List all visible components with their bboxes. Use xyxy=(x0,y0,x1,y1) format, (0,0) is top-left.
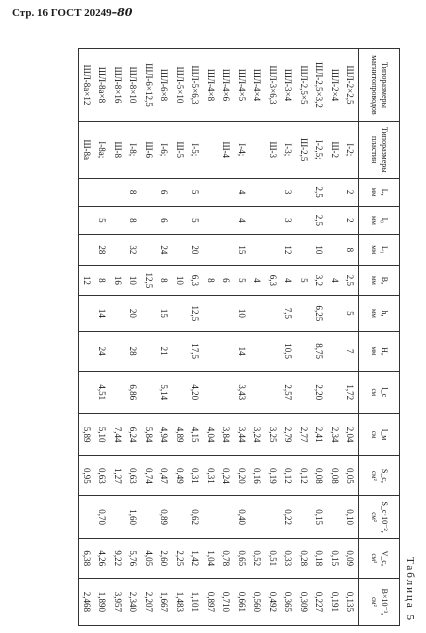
table-cell-l0: 5 xyxy=(188,206,204,234)
table-row xyxy=(79,49,95,626)
table-cell-B: 5 xyxy=(234,265,250,296)
table-cell-L xyxy=(296,178,312,206)
table-row xyxy=(110,49,126,626)
table-cell-Bx: 0,191 xyxy=(327,578,343,625)
table-cell-Vc: 0,33 xyxy=(281,538,297,578)
column-header: l_c см xyxy=(359,371,400,413)
table-cell-S2 xyxy=(265,496,281,538)
table-cell-l0: 2 xyxy=(343,206,359,234)
table-cell-B: 12 xyxy=(79,265,95,296)
table-cell-L xyxy=(250,178,266,206)
table-cell-S2 xyxy=(141,496,157,538)
table-cell-L1: 20 xyxy=(188,235,204,266)
table-cell-Vc: 0,65 xyxy=(234,538,250,578)
table-cell-h xyxy=(110,296,126,331)
table-row xyxy=(188,49,204,626)
table-row xyxy=(203,49,219,626)
table-cell-l0 xyxy=(219,206,235,234)
table-cell-S2: 0,10 xyxy=(343,496,359,538)
table-cell-L1: 15 xyxy=(234,235,250,266)
table-cell-L1: 24 xyxy=(157,235,173,266)
table-cell-S2: 0,22 xyxy=(281,496,297,538)
table-cell-B: 12,5 xyxy=(141,265,157,296)
table-cell-lc xyxy=(327,371,343,413)
table-cell-L xyxy=(79,178,95,206)
table-cell-h xyxy=(219,296,235,331)
table-cell-core: ШЛ-8×10 xyxy=(126,49,142,122)
table-cell-H xyxy=(327,331,343,371)
table-cell-core: ШЛ-2,5×3,2 xyxy=(312,49,328,122)
table-cell-L xyxy=(110,178,126,206)
table-cell-lc: 1,72 xyxy=(343,371,359,413)
table-cell-L1 xyxy=(327,235,343,266)
table-cell-l0: 6 xyxy=(157,206,173,234)
table-cell-S2 xyxy=(172,496,188,538)
table-cell-lc: 5,14 xyxy=(157,371,173,413)
table-cell-lc xyxy=(219,371,235,413)
table-cell-lm: 2,41 xyxy=(312,413,328,455)
page-header-text: Стр. 16 ГОСТ 20249 xyxy=(12,7,112,19)
table-cell-plate: I-2; xyxy=(343,122,359,179)
table-cell-Sc: 0,31 xyxy=(203,456,219,496)
table-row xyxy=(95,49,111,626)
table-cell-lc xyxy=(265,371,281,413)
table-cell-S2: 0,89 xyxy=(157,496,173,538)
table-cell-Bx: 0,560 xyxy=(250,578,266,625)
table-cell-core: ШЛ-5×10 xyxy=(172,49,188,122)
table-cell-h: 7,5 xyxy=(281,296,297,331)
table-cell-lm: 3,84 xyxy=(219,413,235,455)
table-cell-Bx: 1,483 xyxy=(172,578,188,625)
table-cell-S2 xyxy=(110,496,126,538)
table-cell-lm: 6,24 xyxy=(126,413,142,455)
table-cell-lm: 4,94 xyxy=(157,413,173,455)
table-cell-B: 8 xyxy=(157,265,173,296)
table-cell-core: ШЛ-4×8 xyxy=(203,49,219,122)
table-cell-core: ШЛ-8×16 xyxy=(110,49,126,122)
column-header: h, мм xyxy=(359,296,400,331)
table-cell-lm: 2,04 xyxy=(343,413,359,455)
table-cell-L1: 32 xyxy=(126,235,142,266)
table-cell-B: 6,3 xyxy=(188,265,204,296)
table-row xyxy=(219,49,235,626)
table-cell-core: ШЛ-2,5×5 xyxy=(296,49,312,122)
table-cell-plate: Ш-6 xyxy=(141,122,157,179)
table-cell-l0 xyxy=(110,206,126,234)
table-cell-h: 20 xyxy=(126,296,142,331)
table-cell-B: 5 xyxy=(296,265,312,296)
table-cell-core: ШЛ-8а×8 xyxy=(95,49,111,122)
table-cell-l0: 3 xyxy=(281,206,297,234)
table-row xyxy=(141,49,157,626)
table-cell-S2 xyxy=(250,496,266,538)
table-cell-lc: 6,86 xyxy=(126,371,142,413)
table-cell-h xyxy=(250,296,266,331)
column-header: H, мм xyxy=(359,331,400,371)
table-cell-lm: 4,89 xyxy=(172,413,188,455)
table-cell-plate: I-8; xyxy=(126,122,142,179)
table-cell-lc xyxy=(141,371,157,413)
table-cell-Sc: 0,63 xyxy=(95,456,111,496)
table-cell-Sc: 0,16 xyxy=(250,456,266,496)
table-cell-H: 8,75 xyxy=(312,331,328,371)
table-row xyxy=(157,49,173,626)
table-cell-B: 6 xyxy=(219,265,235,296)
table-cell-L: 4 xyxy=(234,178,250,206)
table-cell-H: 10,5 xyxy=(281,331,297,371)
table-cell-plate: I-8а; xyxy=(95,122,111,179)
table-cell-L: 8 xyxy=(126,178,142,206)
table-cell-L: 6 xyxy=(157,178,173,206)
table-cell-lm: 5,84 xyxy=(141,413,157,455)
table-cell-B: 4 xyxy=(327,265,343,296)
table-cell-plate: I-5; xyxy=(188,122,204,179)
table-cell-L1 xyxy=(265,235,281,266)
table-cell-S2: 0,15 xyxy=(312,496,328,538)
table-cell-Sc: 0,31 xyxy=(188,456,204,496)
table-cell-L1 xyxy=(141,235,157,266)
table-cell-lm: 3,24 xyxy=(250,413,266,455)
table-cell-core: ШЛ-2×4 xyxy=(327,49,343,122)
table-row xyxy=(250,49,266,626)
table-cell-Vc: 0,52 xyxy=(250,538,266,578)
table-cell-Vc: 4,05 xyxy=(141,538,157,578)
table-cell-B: 3,2 xyxy=(312,265,328,296)
table-cell-L xyxy=(219,178,235,206)
table-cell-Vc: 4,26 xyxy=(95,538,111,578)
table-row xyxy=(281,49,297,626)
table-cell-Vc: 2,25 xyxy=(172,538,188,578)
table-cell-Sc: 0,20 xyxy=(234,456,250,496)
table-cell-B: 16 xyxy=(110,265,126,296)
table-cell-plate: I-3; xyxy=(281,122,297,179)
table-cell-Sc: 0,12 xyxy=(281,456,297,496)
table-cell-Sc: 0,24 xyxy=(219,456,235,496)
table-cell-S2 xyxy=(219,496,235,538)
table-cell-h: 10 xyxy=(234,296,250,331)
table-cell-lm: 7,44 xyxy=(110,413,126,455)
table-cell-H xyxy=(110,331,126,371)
table-cell-Vc: 0,78 xyxy=(219,538,235,578)
table-cell-lc: 4,51 xyxy=(95,371,111,413)
table-cell-H: 24 xyxy=(95,331,111,371)
table-cell-core: ШЛ-5×6,3 xyxy=(188,49,204,122)
table-cell-l0: 2,5 xyxy=(312,206,328,234)
table-cell-Vc: 2,60 xyxy=(157,538,173,578)
table-cell-Vc: 0,28 xyxy=(296,538,312,578)
table-cell-Bx: 0,365 xyxy=(281,578,297,625)
table-cell-Sc: 0,19 xyxy=(265,456,281,496)
table-cell-lc xyxy=(79,371,95,413)
table-cell-h: 6,25 xyxy=(312,296,328,331)
table-cell-lm: 3,25 xyxy=(265,413,281,455)
table-cell-plate xyxy=(250,122,266,179)
table-cell-Sc: 0,49 xyxy=(172,456,188,496)
table-cell-Bx: 1,890 xyxy=(95,578,111,625)
table-cell-lm: 3,44 xyxy=(234,413,250,455)
table-cell-B: 2,5 xyxy=(343,265,359,296)
table-cell-Vc: 0,15 xyxy=(327,538,343,578)
table-cell-lc xyxy=(172,371,188,413)
table-cell-S2 xyxy=(327,496,343,538)
table-cell-L1 xyxy=(296,235,312,266)
rotated-table-area xyxy=(12,48,418,626)
table-cell-Sc: 0,05 xyxy=(343,456,359,496)
table-cell-Bx: 3,957 xyxy=(110,578,126,625)
table-cell-L: 3 xyxy=(281,178,297,206)
table-cell-S2 xyxy=(79,496,95,538)
column-header: l₀ мм xyxy=(359,206,400,234)
table-cell-plate: Ш-2 xyxy=(327,122,343,179)
table-cell-H xyxy=(219,331,235,371)
table-cell-B: 10 xyxy=(172,265,188,296)
table-row xyxy=(343,49,359,626)
table-cell-Bx: 2,468 xyxy=(79,578,95,625)
table-cell-H xyxy=(265,331,281,371)
table-cell-plate xyxy=(203,122,219,179)
table-cell-h xyxy=(296,296,312,331)
table-row xyxy=(296,49,312,626)
table-cell-core: ШЛ-8а×12 xyxy=(79,49,95,122)
table-cell-Bx: 0,661 xyxy=(234,578,250,625)
table-cell-Sc: 0,08 xyxy=(327,456,343,496)
table-cell-h xyxy=(141,296,157,331)
table-row xyxy=(327,49,343,626)
table-cell-lm: 4,15 xyxy=(188,413,204,455)
table-cell-core: ШЛ-3×4 xyxy=(281,49,297,122)
table-cell-lc xyxy=(203,371,219,413)
table-cell-Bx: 0,897 xyxy=(203,578,219,625)
table-cell-l0: 5 xyxy=(95,206,111,234)
table-cell-Bx: 0,309 xyxy=(296,578,312,625)
table-cell-B: 4 xyxy=(250,265,266,296)
table-cell-L1 xyxy=(203,235,219,266)
table-cell-S2 xyxy=(296,496,312,538)
data-table xyxy=(78,48,400,626)
table-cell-Bx: 0,492 xyxy=(265,578,281,625)
table-cell-Vc: 0,09 xyxy=(343,538,359,578)
table-cell-l0: 4 xyxy=(234,206,250,234)
table-cell-plate: I-2,5; xyxy=(312,122,328,179)
table-cell-L1: 10 xyxy=(312,235,328,266)
table-cell-plate: I-4; xyxy=(234,122,250,179)
table-cell-L: 2 xyxy=(343,178,359,206)
table-body xyxy=(79,49,359,626)
table-cell-lc: 4,20 xyxy=(188,371,204,413)
table-cell-core: ШЛ-4×4 xyxy=(250,49,266,122)
table-cell-L: 2,5 xyxy=(312,178,328,206)
table-cell-lm: 2,79 xyxy=(281,413,297,455)
table-cell-core: ШЛ-6×12,5 xyxy=(141,49,157,122)
column-header: S_c·10⁻², см² xyxy=(359,496,400,538)
table-cell-B: 8 xyxy=(95,265,111,296)
table-cell-Bx: 0,227 xyxy=(312,578,328,625)
table-header-row xyxy=(359,49,400,626)
table-cell-S2: 0,40 xyxy=(234,496,250,538)
table-cell-Vc: 9,22 xyxy=(110,538,126,578)
table-cell-S2: 0,70 xyxy=(95,496,111,538)
table-cell-H xyxy=(172,331,188,371)
table-cell-l0 xyxy=(203,206,219,234)
page-header-handwritten: –80 xyxy=(111,6,133,19)
page-header xyxy=(12,6,132,19)
table-cell-Vc: 6,38 xyxy=(79,538,95,578)
table-cell-l0 xyxy=(141,206,157,234)
table-cell-plate: Ш-8 xyxy=(110,122,126,179)
table-cell-l0 xyxy=(79,206,95,234)
table-cell-Vc: 0,51 xyxy=(265,538,281,578)
table-cell-H xyxy=(250,331,266,371)
table-cell-H: 7 xyxy=(343,331,359,371)
table-cell-S2 xyxy=(203,496,219,538)
table-cell-L1: 28 xyxy=(95,235,111,266)
table-cell-core: ШЛ-4×5 xyxy=(234,49,250,122)
column-header: B×10⁻³, см² xyxy=(359,578,400,625)
table-cell-plate: Ш-5 xyxy=(172,122,188,179)
table-cell-h xyxy=(172,296,188,331)
table-cell-plate: Ш-8а xyxy=(79,122,95,179)
table-cell-H xyxy=(79,331,95,371)
table-cell-B: 4 xyxy=(281,265,297,296)
table-cell-L xyxy=(203,178,219,206)
table-cell-L xyxy=(265,178,281,206)
table-cell-l0: 8 xyxy=(126,206,142,234)
table-cell-L: 5 xyxy=(188,178,204,206)
table-cell-lc: 2,57 xyxy=(281,371,297,413)
table-cell-L1 xyxy=(250,235,266,266)
table-cell-lm: 5,10 xyxy=(95,413,111,455)
table-cell-L1 xyxy=(110,235,126,266)
table-row xyxy=(312,49,328,626)
table-caption: Таблица 5 xyxy=(404,556,416,622)
table-cell-H: 17,5 xyxy=(188,331,204,371)
column-header: Типоразмеры магнитопроводов xyxy=(359,49,400,122)
table-cell-lc: 2,20 xyxy=(312,371,328,413)
table-cell-l0 xyxy=(250,206,266,234)
table-cell-L xyxy=(327,178,343,206)
table-cell-Bx: 0,710 xyxy=(219,578,235,625)
table-cell-plate: Ш-4 xyxy=(219,122,235,179)
table-cell-Sc: 0,47 xyxy=(157,456,173,496)
table-cell-lm: 5,89 xyxy=(79,413,95,455)
table-cell-H: 21 xyxy=(157,331,173,371)
table-cell-L xyxy=(95,178,111,206)
table-cell-L xyxy=(172,178,188,206)
table-row xyxy=(126,49,142,626)
table-cell-H xyxy=(141,331,157,371)
table-cell-Sc: 0,08 xyxy=(312,456,328,496)
table-cell-l0 xyxy=(327,206,343,234)
table-cell-Sc: 0,95 xyxy=(79,456,95,496)
table-cell-lm: 4,04 xyxy=(203,413,219,455)
table-cell-h xyxy=(203,296,219,331)
table-cell-l0 xyxy=(296,206,312,234)
table-cell-core: ШЛ-6×8 xyxy=(157,49,173,122)
table-cell-plate: Ш-3 xyxy=(265,122,281,179)
table-cell-lm: 2,77 xyxy=(296,413,312,455)
table-cell-B: 10 xyxy=(126,265,142,296)
table-cell-Vc: 1,04 xyxy=(203,538,219,578)
table-cell-lc xyxy=(250,371,266,413)
table-cell-Sc: 1,27 xyxy=(110,456,126,496)
table-cell-h: 15 xyxy=(157,296,173,331)
table-cell-S2: 1,60 xyxy=(126,496,142,538)
table-cell-Sc: 0,12 xyxy=(296,456,312,496)
table-cell-L1: 8 xyxy=(343,235,359,266)
column-header: L, мм xyxy=(359,178,400,206)
table-cell-plate: I-6; xyxy=(157,122,173,179)
table-cell-L xyxy=(141,178,157,206)
table-cell-L1: 12 xyxy=(281,235,297,266)
table-cell-lc xyxy=(296,371,312,413)
table-cell-l0 xyxy=(172,206,188,234)
table-cell-h: 5 xyxy=(343,296,359,331)
column-header: S_c, см² xyxy=(359,456,400,496)
table-cell-Vc: 1,42 xyxy=(188,538,204,578)
table-cell-h xyxy=(79,296,95,331)
table-cell-core: ШЛ-3×6,3 xyxy=(265,49,281,122)
table-cell-h: 14 xyxy=(95,296,111,331)
table-cell-plate: Ш-2,5 xyxy=(296,122,312,179)
column-header: B, мм xyxy=(359,265,400,296)
table-cell-L1 xyxy=(79,235,95,266)
table-cell-Bx: 2,207 xyxy=(141,578,157,625)
table-cell-Vc: 0,18 xyxy=(312,538,328,578)
table-cell-H xyxy=(203,331,219,371)
table-row xyxy=(234,49,250,626)
table-cell-core: ШЛ-4×6 xyxy=(219,49,235,122)
table-cell-L1 xyxy=(219,235,235,266)
table-cell-lc: 3,43 xyxy=(234,371,250,413)
table-cell-lm: 2,34 xyxy=(327,413,343,455)
column-header: V_c, см³ xyxy=(359,538,400,578)
table-cell-Bx: 1,101 xyxy=(188,578,204,625)
table-row xyxy=(172,49,188,626)
table-cell-S2: 0,62 xyxy=(188,496,204,538)
table-cell-Vc: 5,76 xyxy=(126,538,142,578)
table-cell-h: 12,5 xyxy=(188,296,204,331)
column-header: Типоразмеры пластин xyxy=(359,122,400,179)
table-cell-H xyxy=(296,331,312,371)
table-cell-core: ШЛ-2×2,5 xyxy=(343,49,359,122)
column-header: l_м см xyxy=(359,413,400,455)
table-cell-Bx: 2,340 xyxy=(126,578,142,625)
table-cell-l0 xyxy=(265,206,281,234)
table-cell-Sc: 0,74 xyxy=(141,456,157,496)
table-cell-L1 xyxy=(172,235,188,266)
column-header: L₁ мм xyxy=(359,235,400,266)
table-cell-h xyxy=(327,296,343,331)
table-cell-H: 14 xyxy=(234,331,250,371)
table-cell-H: 28 xyxy=(126,331,142,371)
table-cell-lc xyxy=(110,371,126,413)
table-row xyxy=(265,49,281,626)
table-cell-Bx: 1,667 xyxy=(157,578,173,625)
table-cell-Bx: 0,135 xyxy=(343,578,359,625)
table-cell-h xyxy=(265,296,281,331)
table-cell-B: 8 xyxy=(203,265,219,296)
table-cell-B: 6,3 xyxy=(265,265,281,296)
table-cell-Sc: 0,63 xyxy=(126,456,142,496)
